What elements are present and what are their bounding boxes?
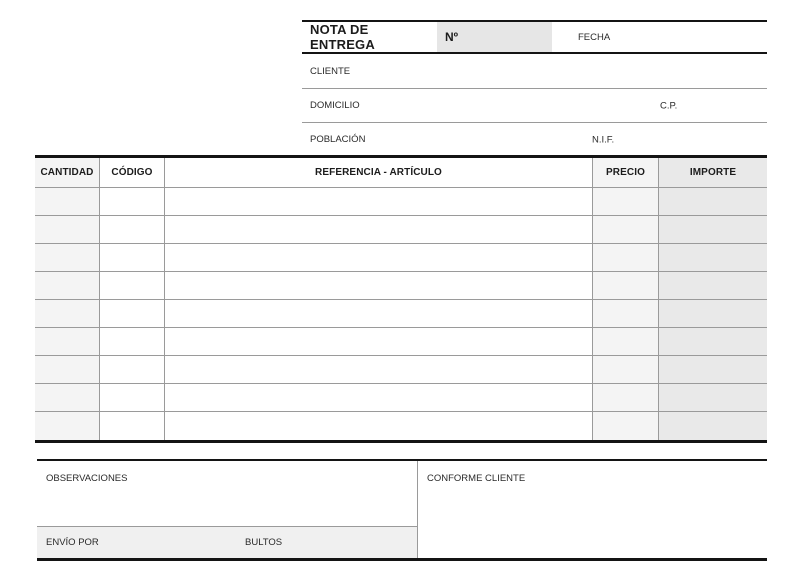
- items-table: [35, 155, 767, 443]
- customer-approval-label: CONFORME CLIENTE: [427, 473, 526, 484]
- item-cell[interactable]: [659, 272, 767, 300]
- item-cell[interactable]: [165, 188, 593, 216]
- address-label: DOMICILIO: [310, 100, 360, 111]
- column-header-referencia-articulo: REFERENCIA - ARTÍCULO: [165, 158, 593, 188]
- item-cell[interactable]: [593, 300, 659, 328]
- tax-id-label: N.I.F.: [592, 134, 615, 145]
- item-cell[interactable]: [35, 244, 100, 272]
- item-cell[interactable]: [165, 328, 593, 356]
- address-field[interactable]: [302, 89, 767, 123]
- item-cell[interactable]: [100, 244, 165, 272]
- item-cell[interactable]: [659, 188, 767, 216]
- item-cell[interactable]: [100, 300, 165, 328]
- item-cell[interactable]: [165, 412, 593, 440]
- item-cell[interactable]: [100, 412, 165, 440]
- item-cell[interactable]: [35, 412, 100, 440]
- packages-label: BULTOS: [245, 537, 283, 548]
- item-cell[interactable]: [165, 384, 593, 412]
- item-cell[interactable]: [593, 244, 659, 272]
- item-cell[interactable]: [659, 384, 767, 412]
- column-header-precio: PRECIO: [593, 158, 659, 188]
- form-header: [302, 20, 767, 54]
- observations-label: OBSERVACIONES: [46, 473, 128, 484]
- client-field[interactable]: [302, 54, 767, 89]
- item-cell[interactable]: [593, 188, 659, 216]
- item-cell[interactable]: [165, 216, 593, 244]
- item-cell[interactable]: [659, 328, 767, 356]
- city-field[interactable]: [302, 123, 767, 156]
- column-header-cantidad: CANTIDAD: [35, 158, 100, 188]
- item-cell[interactable]: [659, 300, 767, 328]
- item-cell[interactable]: [100, 216, 165, 244]
- item-cell[interactable]: [593, 216, 659, 244]
- shipping-field[interactable]: [37, 526, 417, 558]
- number-label: Nº: [445, 30, 459, 44]
- column-header-codigo: CÓDIGO: [100, 158, 165, 188]
- customer-section: [302, 54, 767, 156]
- item-cell[interactable]: [100, 272, 165, 300]
- item-cell[interactable]: [35, 216, 100, 244]
- date-field[interactable]: [552, 32, 610, 43]
- item-cell[interactable]: [659, 412, 767, 440]
- column-header-importe: IMPORTE: [659, 158, 767, 188]
- item-cell[interactable]: [593, 412, 659, 440]
- item-cell[interactable]: [659, 216, 767, 244]
- item-cell[interactable]: [35, 272, 100, 300]
- item-cell[interactable]: [165, 272, 593, 300]
- form-footer: [37, 459, 767, 561]
- item-cell[interactable]: [100, 188, 165, 216]
- item-cell[interactable]: [593, 356, 659, 384]
- client-label: CLIENTE: [310, 65, 351, 77]
- item-cell[interactable]: [165, 356, 593, 384]
- item-cell[interactable]: [165, 244, 593, 272]
- date-label: FECHA: [578, 31, 611, 43]
- item-cell[interactable]: [659, 244, 767, 272]
- item-cell[interactable]: [165, 300, 593, 328]
- item-cell[interactable]: [35, 328, 100, 356]
- item-cell[interactable]: [100, 328, 165, 356]
- number-field[interactable]: [437, 22, 552, 52]
- item-cell[interactable]: [593, 384, 659, 412]
- shipping-label: ENVÍO POR: [46, 537, 99, 548]
- city-label: POBLACIÓN: [310, 134, 366, 145]
- customer-approval-field[interactable]: [418, 461, 767, 558]
- item-cell[interactable]: [593, 328, 659, 356]
- item-cell[interactable]: [100, 356, 165, 384]
- item-cell[interactable]: [593, 272, 659, 300]
- item-cell[interactable]: [35, 384, 100, 412]
- footer-left: [37, 461, 418, 558]
- item-cell[interactable]: [659, 356, 767, 384]
- item-cell[interactable]: [35, 188, 100, 216]
- item-cell[interactable]: [35, 300, 100, 328]
- item-cell[interactable]: [100, 384, 165, 412]
- observations-field[interactable]: [37, 461, 417, 526]
- postal-code-label: C.P.: [660, 100, 678, 111]
- form-title: NOTA DE ENTREGA: [310, 22, 375, 52]
- item-cell[interactable]: [35, 356, 100, 384]
